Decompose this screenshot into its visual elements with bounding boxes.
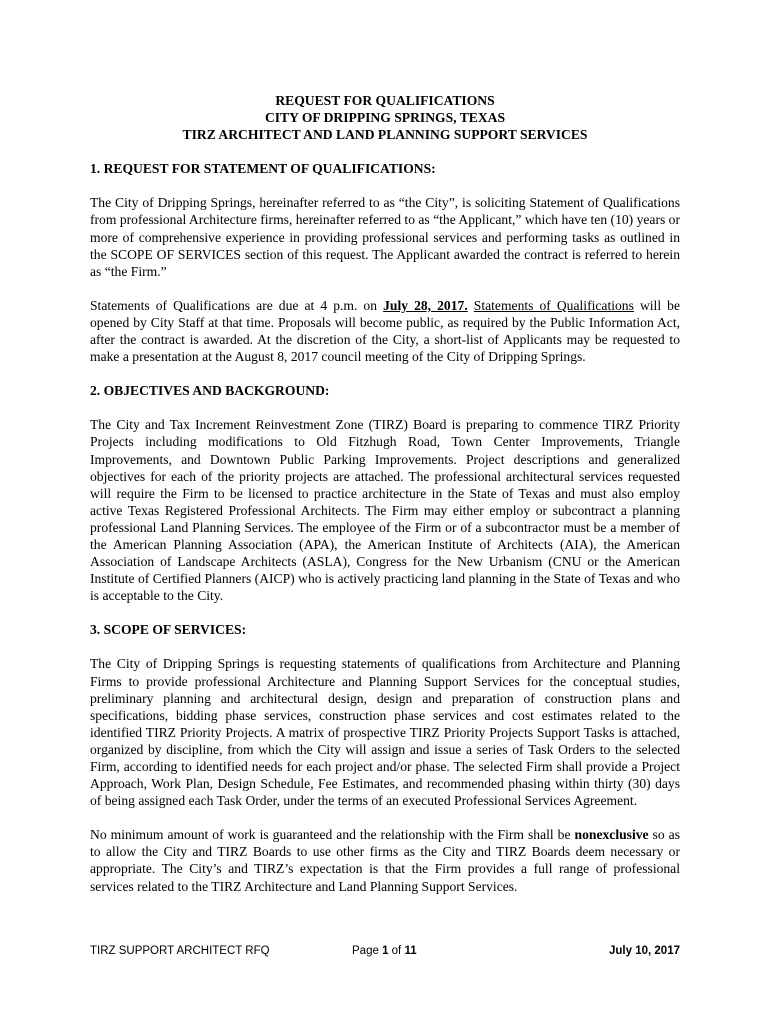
title-line-3: TIRZ ARCHITECT AND LAND PLANNING SUPPORT SERVICES [182,127,588,143]
due-date: July 28, 2017. [383,297,468,313]
para-text: No minimum amount of work is guaranteed and the relationship with the Firm shall be [90,827,575,843]
para-text: will be opened by City Staff at that time. Proposals will become public, as required by the Public Information Act, after the contract is awarded. At the discretion of the City, a short-list of Applicants may be requested to make a presentation at the August 8, 2017 council meeting of the City of Dripping Springs. [90,297,680,365]
para-text: Statements of Qualifications are due at 4 p.m. on [90,297,384,313]
document-title [90,92,680,143]
title-line-2: CITY OF DRIPPING SPRINGS, TEXAS [264,110,506,126]
underlined-text: Statements of Qualifications [473,297,634,313]
section-3-paragraph-1: The City of Dripping Springs is requesting statements of qualifications from Architecture and Planning Firms to provide professional Architecture and Planning Support Services for the conceptual studies, preliminary planning and architectural design, design and preparation of construction plans and specifications, bidding phase services, construction phase services and cost estimates related to the identified TIRZ Priority Projects. A matrix of prospective TIRZ Priority Projects Support Tasks is attached, organized by discipline, from which the City will assign and issue a series of Task Orders to the selected Firm, according to identified needs for each project and/or phase. The selected Firm shall provide a Project Approach, Work Plan, Design Schedule, Fee Estimates, and recommended phasing within thirty (30) days of being assigned each Task Order, under the terms of an executed Professional Services Agreement. [90,656,680,809]
page-current: 1 [382,945,389,957]
section-1-heading: 1. REQUEST FOR STATEMENT OF QUALIFICATIONS: [90,161,436,177]
page-prefix: Page [352,945,383,957]
footer-date: July 10, 2017 [609,945,680,957]
section-1-paragraph-2 [90,297,680,365]
section-1-paragraph-1: The City of Dripping Springs, hereinafter referred to as “the City”, is soliciting Statement of Qualifications from professional Architecture firms, hereinafter referred to as “the Applicant,” which have ten (10) years or more of comprehensive experience in providing professional services and performing tasks as outlined in the SCOPE OF SERVICES section of this request. The Applicant awarded the contract is referred to herein as “the Firm.” [90,195,680,279]
section-2-paragraph-1: The City and Tax Increment Reinvestment Zone (TIRZ) Board is preparing to commence TIRZ Priority Projects including modifications to Old Fitzhugh Road, Town Center Improvements, Triangle Improvements, and Downtown Public Parking Improvements. Project descriptions and generalized objectives for each of the priority projects are attached. The professional architectural services requested will require the Firm to be licensed to practice architecture in the State of Texas and must also employ active Texas Registered Professional Architects. The Firm may either employ or subcontract a planning professional Land Planning Services. The employee of the Firm or of a subcontractor must be a member of the American Planning Association (APA), the American Institute of Architects (AIA), the American Association of Landscape Architects (ASLA), Congress for the New Urbanism (CNU or the American Institute of Certified Planners (AICP) who is actively practicing land planning in the State of Texas and who is acceptable to the City. [90,417,680,604]
page-total: 11 [404,945,417,957]
title-line-1: REQUEST FOR QUALIFICATIONS [275,93,495,108]
page-of: of [388,945,405,957]
footer-page-number [352,944,417,958]
para-text: so as to allow the City and TIRZ Boards to use other firms as the City and TIRZ Boards deem necessary or appropriate. The City’s and TIRZ’s expectation is that the Firm provides a full range of professional services related to the TIRZ Architecture and Land Planning Support Services. [90,827,680,894]
document-body [90,92,680,912]
section-3-heading: 3. SCOPE OF SERVICES: [90,622,247,638]
section-2-heading: 2. OBJECTIVES AND BACKGROUND: [90,383,330,399]
section-3-paragraph-2 [90,826,680,894]
footer-document-name: TIRZ SUPPORT ARCHITECT RFQ [90,945,270,957]
bold-term: nonexclusive [574,827,649,843]
